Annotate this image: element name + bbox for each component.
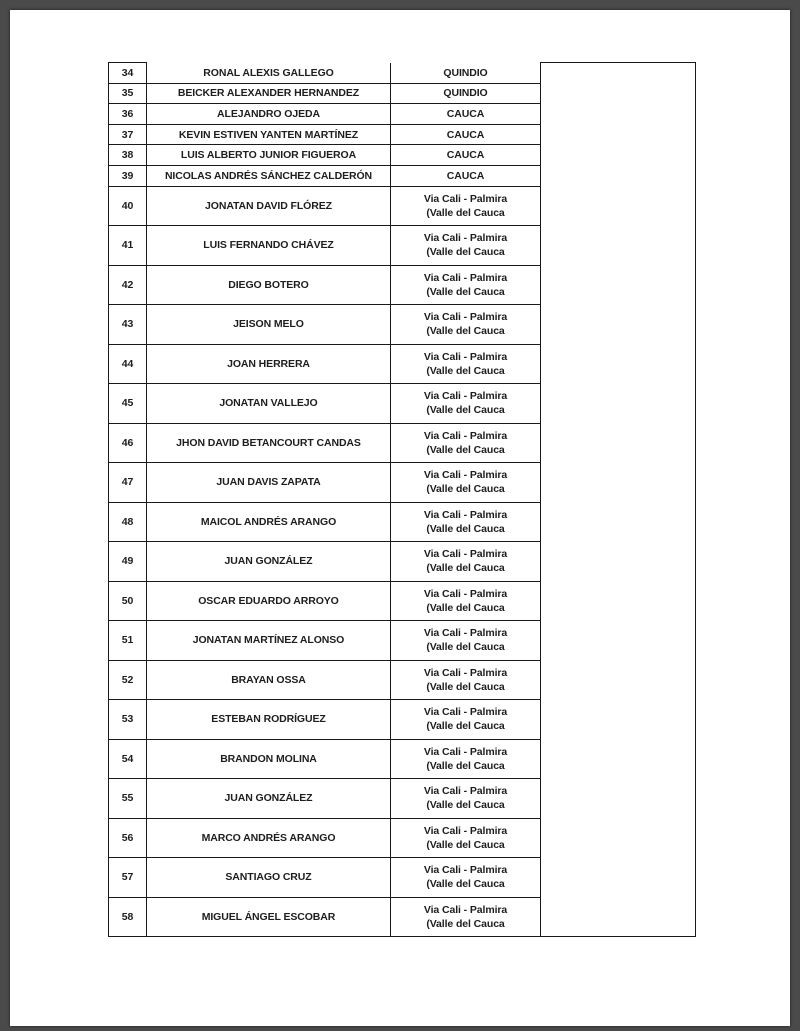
person-name: LUIS FERNANDO CHÁVEZ [147,226,391,266]
table-row [109,63,696,84]
location [391,739,541,779]
location-line: (Valle del Cauca [426,878,505,891]
empty-column-cell [541,463,696,503]
person-name: BEICKER ALEXANDER HERNANDEZ [147,83,391,104]
table-row [109,186,696,226]
row-number: 48 [109,502,147,542]
location-line: Via Cali - Palmira [423,706,508,719]
empty-column-cell [541,124,696,145]
table-row [109,818,696,858]
location-line: Via Cali - Palmira [423,587,508,600]
row-number: 49 [109,542,147,582]
location-line: (Valle del Cauca [426,522,505,535]
location-line: QUINDIO [443,87,488,100]
empty-column-cell [541,739,696,779]
location [391,265,541,305]
location [391,226,541,266]
location [391,305,541,345]
row-number: 58 [109,897,147,937]
person-name: JEISON MELO [147,305,391,345]
row-number: 39 [109,165,147,186]
table-row [109,542,696,582]
location-line: (Valle del Cauca [426,364,505,377]
location-line: (Valle del Cauca [426,759,505,772]
location-line: Via Cali - Palmira [423,390,508,403]
location [391,165,541,186]
row-number: 42 [109,265,147,305]
person-name: JONATAN VALLEJO [147,384,391,424]
location-line: Via Cali - Palmira [423,666,508,679]
location [391,779,541,819]
location [391,858,541,898]
person-name: KEVIN ESTIVEN YANTEN MARTÍNEZ [147,124,391,145]
location [391,660,541,700]
location-line: (Valle del Cauca [426,562,505,575]
empty-column-cell [541,83,696,104]
empty-column-cell [541,423,696,463]
location-line: CAUCA [446,169,485,182]
empty-column-cell [541,700,696,740]
location-line: (Valle del Cauca [426,206,505,219]
table-row [109,739,696,779]
location-line: Via Cali - Palmira [423,429,508,442]
person-name: JONATAN MARTÍNEZ ALONSO [147,621,391,661]
empty-column-cell [541,581,696,621]
row-number: 43 [109,305,147,345]
row-number: 57 [109,858,147,898]
row-number: 38 [109,145,147,166]
empty-column-cell [541,344,696,384]
table-row [109,104,696,125]
location-line: (Valle del Cauca [426,720,505,733]
empty-column-cell [541,897,696,937]
location-line: (Valle del Cauca [426,325,505,338]
person-name: OSCAR EDUARDO ARROYO [147,581,391,621]
row-number: 35 [109,83,147,104]
empty-column-cell [541,226,696,266]
location-line: (Valle del Cauca [426,917,505,930]
location-line: (Valle del Cauca [426,601,505,614]
person-name: JUAN GONZÁLEZ [147,779,391,819]
location [391,104,541,125]
location [391,463,541,503]
row-number: 44 [109,344,147,384]
row-number: 53 [109,700,147,740]
table-row [109,265,696,305]
location [391,621,541,661]
location [391,186,541,226]
empty-column-cell [541,265,696,305]
location-line: Via Cali - Palmira [423,745,508,758]
document-page [10,10,790,1026]
empty-column-cell [541,818,696,858]
empty-column-cell [541,858,696,898]
location [391,423,541,463]
person-name: DIEGO BOTERO [147,265,391,305]
location-line: Via Cali - Palmira [423,469,508,482]
table-row [109,779,696,819]
location-line: Via Cali - Palmira [423,508,508,521]
location [391,700,541,740]
empty-column-cell [541,165,696,186]
location [391,502,541,542]
row-number: 45 [109,384,147,424]
row-number: 36 [109,104,147,125]
location-line: Via Cali - Palmira [423,627,508,640]
person-name: MIGUEL ÁNGEL ESCOBAR [147,897,391,937]
location-line: Via Cali - Palmira [423,548,508,561]
location-line: Via Cali - Palmira [423,903,508,916]
table-row [109,897,696,937]
person-name: JONATAN DAVID FLÓREZ [147,186,391,226]
location-line: Via Cali - Palmira [423,232,508,245]
empty-column-cell [541,104,696,125]
person-name: MAICOL ANDRÉS ARANGO [147,502,391,542]
person-name: JUAN GONZÁLEZ [147,542,391,582]
location [391,344,541,384]
location [391,83,541,104]
table-row [109,621,696,661]
empty-column-cell [541,63,696,84]
person-name: ALEJANDRO OJEDA [147,104,391,125]
row-number: 41 [109,226,147,266]
empty-column-cell [541,145,696,166]
location [391,145,541,166]
table-row [109,305,696,345]
row-number: 51 [109,621,147,661]
location-line: (Valle del Cauca [426,641,505,654]
table-row [109,581,696,621]
location-line: Via Cali - Palmira [423,192,508,205]
location-line: (Valle del Cauca [426,404,505,417]
person-name: JUAN DAVIS ZAPATA [147,463,391,503]
table-row [109,660,696,700]
location [391,897,541,937]
empty-column-cell [541,621,696,661]
location-line: Via Cali - Palmira [423,824,508,837]
table-row [109,145,696,166]
roster-table [108,62,696,937]
row-number: 55 [109,779,147,819]
location-line: Via Cali - Palmira [423,864,508,877]
empty-column-cell [541,305,696,345]
table-row [109,83,696,104]
location-line: (Valle del Cauca [426,246,505,259]
table-row [109,226,696,266]
empty-column-cell [541,660,696,700]
location [391,384,541,424]
empty-column-cell [541,384,696,424]
table-row [109,344,696,384]
location [391,818,541,858]
row-number: 46 [109,423,147,463]
table-row [109,463,696,503]
table-row [109,700,696,740]
location-line: Via Cali - Palmira [423,271,508,284]
empty-column-cell [541,779,696,819]
location-line: (Valle del Cauca [426,443,505,456]
empty-column-cell [541,186,696,226]
location-line: (Valle del Cauca [426,680,505,693]
location-line: Via Cali - Palmira [423,350,508,363]
location-line: (Valle del Cauca [426,838,505,851]
person-name: BRANDON MOLINA [147,739,391,779]
location-line: QUINDIO [443,66,488,79]
empty-column-cell [541,542,696,582]
row-number: 37 [109,124,147,145]
row-number: 47 [109,463,147,503]
location [391,124,541,145]
person-name: RONAL ALEXIS GALLEGO [147,63,391,84]
table-row [109,165,696,186]
person-name: NICOLAS ANDRÉS SÁNCHEZ CALDERÓN [147,165,391,186]
location-line: CAUCA [446,128,485,141]
row-number: 56 [109,818,147,858]
table-row [109,384,696,424]
location-line: Via Cali - Palmira [423,785,508,798]
person-name: JHON DAVID BETANCOURT CANDAS [147,423,391,463]
person-name: JOAN HERRERA [147,344,391,384]
table-row [109,502,696,542]
location [391,581,541,621]
location-line: CAUCA [446,149,485,162]
row-number: 40 [109,186,147,226]
person-name: MARCO ANDRÉS ARANGO [147,818,391,858]
person-name: LUIS ALBERTO JUNIOR FIGUEROA [147,145,391,166]
person-name: ESTEBAN RODRÍGUEZ [147,700,391,740]
location-line: CAUCA [446,107,485,120]
roster-table-body [109,63,696,937]
person-name: BRAYAN OSSA [147,660,391,700]
person-name: SANTIAGO CRUZ [147,858,391,898]
location [391,63,541,84]
table-row [109,124,696,145]
row-number: 52 [109,660,147,700]
row-number: 50 [109,581,147,621]
location-line: (Valle del Cauca [426,483,505,496]
location-line: (Valle del Cauca [426,285,505,298]
empty-column-cell [541,502,696,542]
row-number: 34 [109,63,147,84]
table-row [109,858,696,898]
table-row [109,423,696,463]
row-number: 54 [109,739,147,779]
location-line: Via Cali - Palmira [423,311,508,324]
location-line: (Valle del Cauca [426,799,505,812]
location [391,542,541,582]
